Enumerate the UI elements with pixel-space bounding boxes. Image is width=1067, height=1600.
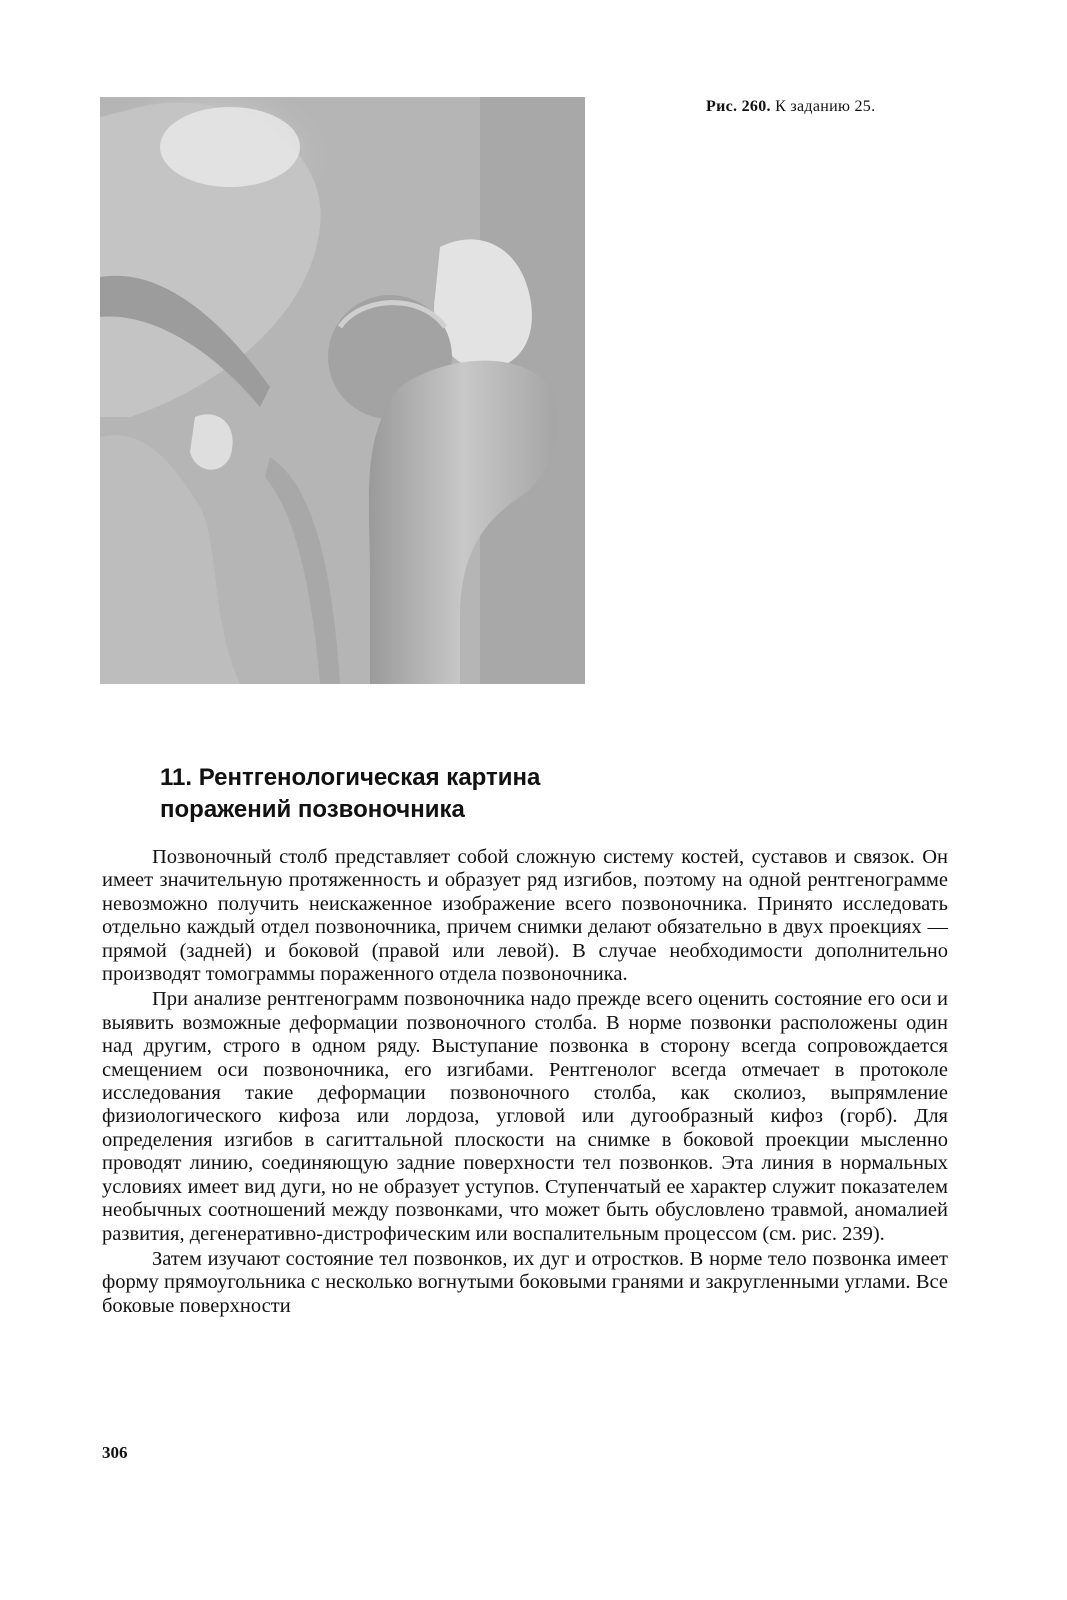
paragraph: Позвоночный столб представляет собой сложную систему костей, суставов и связок. Он имеет значительную протяженность и образует ряд изгибов, поэтому на одной рентгенограмме невозможно получить неискаженное изображение всего позвоночника. Принято исследовать отдельно каждый отдел позвоночника, причем снимки делают обязательно в двух проекциях — прямой (задней) и боковой (правой или левой). В случае необходимости дополнительно производят томограммы пораженного отдела позвоночника. (102, 846, 948, 986)
section-heading-line-2: поражений позвоночника (160, 796, 465, 823)
figure-caption (706, 97, 966, 117)
section-heading-line-1: 11. Рентгенологическая картина (160, 764, 541, 791)
section-heading (160, 762, 860, 826)
paragraph: При анализе рентгенограмм позвоночника надо прежде всего оценить состояние его оси и выявить возможные деформации позвоночного столба. В норме позвонки расположены один над другим, строго в одном ряду. Выступание позвонка в сторону всегда сопровождается смещением оси позвоночника, его изгибами. Рентгенолог всегда отмечает в протоколе исследования такие деформации позвоночного столба, как сколиоз, выпрямление физиологического кифоза или лордоза, угловой или дугообразный кифоз (горб). Для определения изгибов в сагиттальной плоскости на снимке в боковой проекции мысленно проводят линию, соединяющую задние поверхности тел позвонков. Эта линия в нормальных условиях имеет вид дуги, но не образует уступов. Ступенчатый ее характер служит показателем необычных соотношений между позвонками, что может быть обусловлено травмой, аномалией развития, дегенеративно-дистрофическим или воспалительным процессом (см. рис. 239). (102, 988, 948, 1245)
page-number: 306 (102, 1443, 128, 1462)
body-text (102, 846, 948, 1318)
figure-caption-text: К заданию 25. (770, 98, 876, 115)
figure-caption-label: Рис. 260. (706, 98, 771, 115)
paragraph: Затем изучают состояние тел позвонков, их дуг и отростков. В норме тело позвонка имеет форму прямоугольника с несколько вогнутыми боковыми гранями и закругленными углами. Все боковые поверхности (102, 1247, 948, 1317)
hip-radiograph-illustration (100, 97, 585, 684)
x-ray-image (100, 97, 585, 684)
